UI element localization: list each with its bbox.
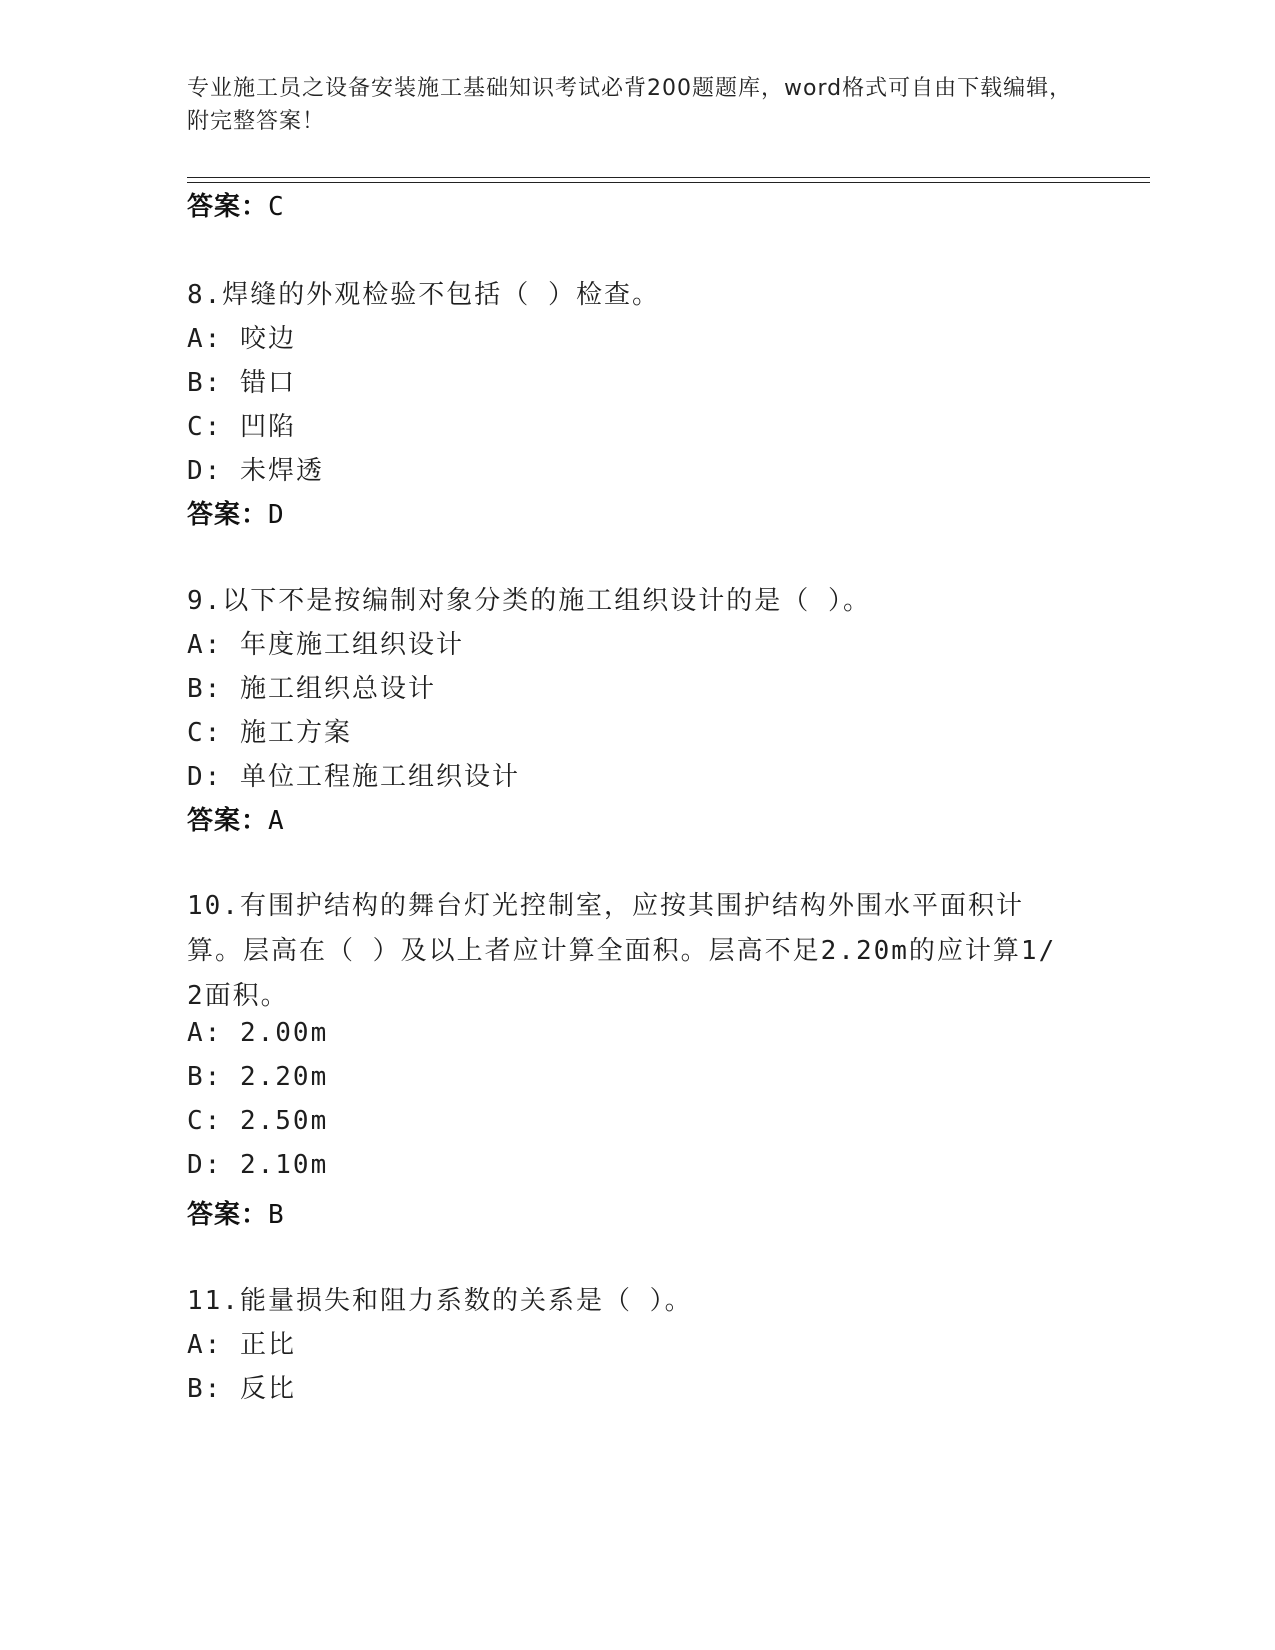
answer-10: 答案：B	[187, 1200, 285, 1230]
header-rule-bottom	[187, 182, 1150, 183]
question-8-option-b: B: 错口	[187, 368, 296, 398]
question-10-option-a: A: 2.00m	[187, 1018, 329, 1048]
question-9-option-d: D: 单位工程施工组织设计	[187, 762, 520, 792]
question-8-option-c: C: 凹陷	[187, 412, 296, 442]
answer-7: 答案：C	[187, 192, 285, 222]
question-11-option-a: A: 正比	[187, 1330, 296, 1360]
question-9-text: 9.以下不是按编制对象分类的施工组织设计的是（ ）。	[187, 586, 871, 616]
question-8-text: 8.焊缝的外观检验不包括（ ）检查。	[187, 280, 660, 310]
question-10-option-c: C: 2.50m	[187, 1106, 329, 1136]
question-10-option-b: B: 2.20m	[187, 1062, 329, 1092]
question-9-option-b: B: 施工组织总设计	[187, 674, 436, 704]
header-rule-top	[187, 177, 1150, 178]
question-8-option-d: D: 未焊透	[187, 456, 324, 486]
answer-9: 答案：A	[187, 806, 285, 836]
question-9-option-a: A: 年度施工组织设计	[187, 630, 464, 660]
question-9-option-c: C: 施工方案	[187, 718, 352, 748]
question-11-text: 11.能量损失和阻力系数的关系是（ ）。	[187, 1286, 693, 1316]
question-10-text: 10.有围护结构的舞台灯光控制室，应按其围护结构外围水平面积计算。层高在（ ）及以上者应计算全面积。层高不足2.20m的应计算1/2面积。	[187, 891, 1057, 1011]
question-8-option-a: A: 咬边	[187, 324, 296, 354]
answer-8: 答案：D	[187, 500, 285, 530]
question-11-option-b: B: 反比	[187, 1374, 296, 1404]
document-header: 专业施工员之设备安装施工基础知识考试必背200题题库，word格式可自由下载编辑，附完整答案！	[187, 76, 1073, 134]
question-10-option-d: D: 2.10m	[187, 1150, 329, 1180]
